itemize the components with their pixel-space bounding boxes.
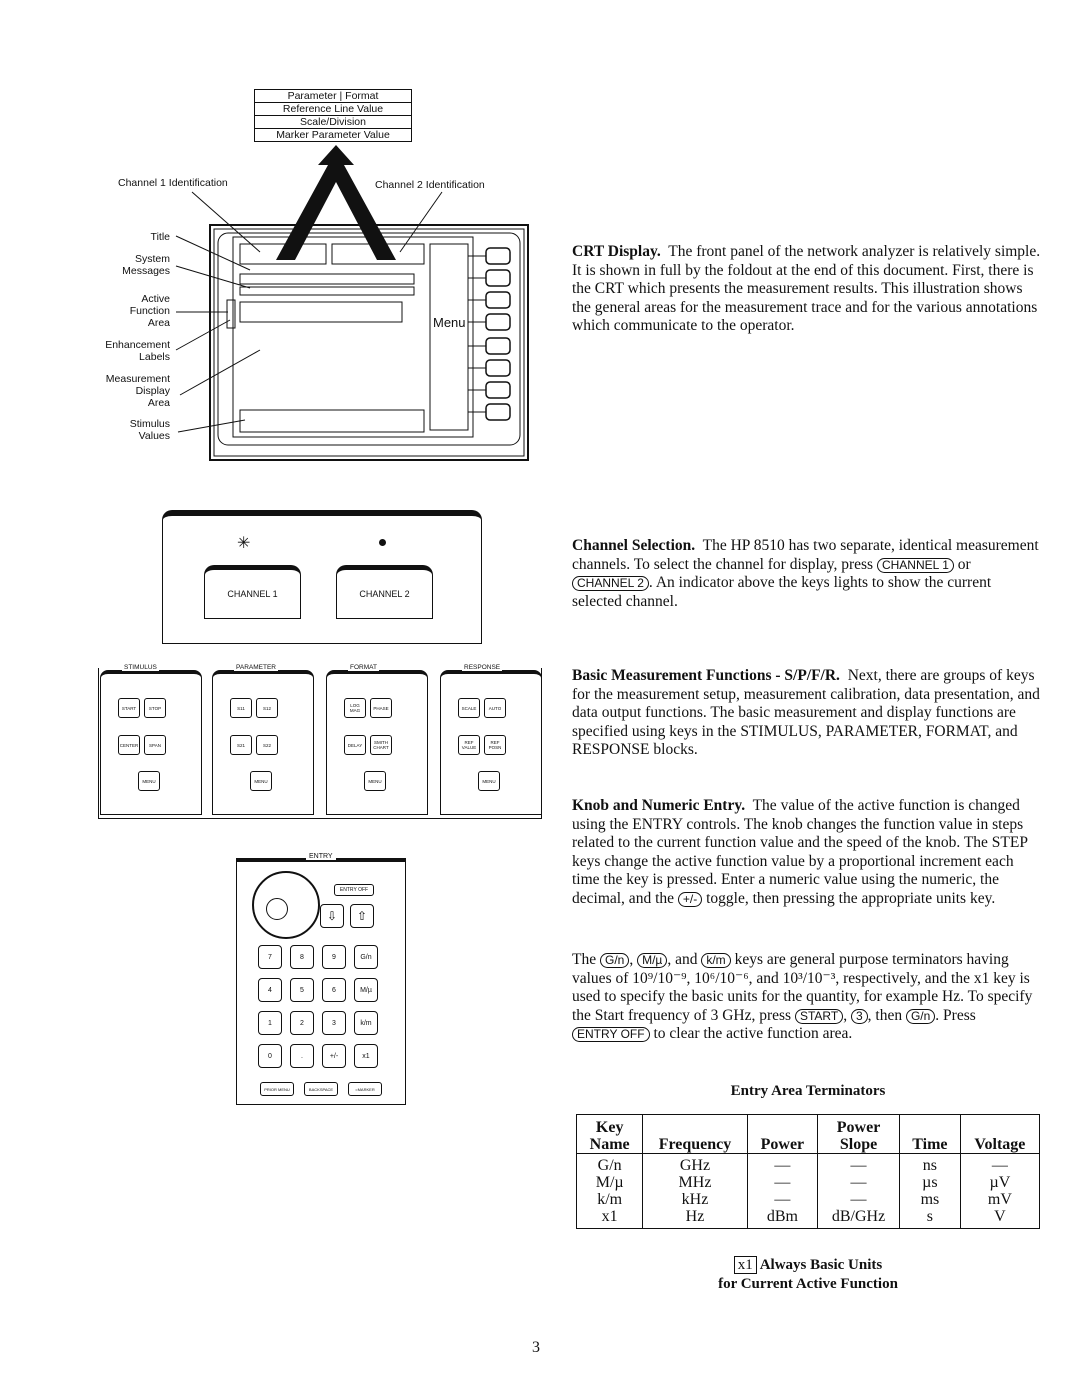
- terminators-paragraph: The G/n , M/µ , and k/m keys are general purpose terminators having values of 10⁹/10⁻⁹, 10⁶/10⁻⁶, and 10³/10⁻³, respectively, and the x1 key is used to specify the basic units for the quantity, for example Hz. To specify the Start frequency of 3 GHz, press START , 3 , then G/n . Press ENTRY OFF to clear the active function area.: [572, 951, 1033, 1042]
- table-cell: dB/GHz: [818, 1208, 900, 1229]
- table-row: [577, 1154, 1040, 1175]
- keypad-key-label: M/µ: [360, 986, 372, 994]
- stimulus-key-label: CENTER: [119, 742, 139, 748]
- header-line-2: Reference Line Value: [255, 103, 411, 116]
- stimulus-key-label: STOP: [148, 705, 162, 711]
- table-row: [577, 1191, 1040, 1208]
- term-press: . Press: [935, 1006, 976, 1024]
- term-the: The: [572, 951, 597, 968]
- step-up-icon: ⇧: [356, 909, 368, 923]
- label-enhancement: Enhancement Labels: [105, 339, 170, 363]
- keypad-key[interactable]: [354, 1011, 378, 1035]
- channel-2-label: CHANNEL 2: [359, 589, 410, 599]
- knob-heading: Knob and Numeric Entry.: [572, 797, 746, 814]
- table-cell: ms: [899, 1191, 960, 1208]
- header-voltage: Voltage: [960, 1115, 1039, 1154]
- gn-key-ref: G/n: [600, 953, 629, 968]
- table-footnote: [576, 1256, 1040, 1294]
- entry-bottom-key[interactable]: [260, 1082, 294, 1096]
- keypad-key[interactable]: [258, 978, 282, 1002]
- header-key-name: Key Name: [577, 1115, 643, 1154]
- keypad-key[interactable]: [322, 978, 346, 1002]
- channel-or: or: [957, 555, 971, 573]
- entry-bottom-key-label: =MARKER: [355, 1086, 375, 1092]
- knob-dimple-icon: [266, 898, 288, 920]
- keypad-key[interactable]: [354, 978, 378, 1002]
- table-cell: —: [818, 1154, 900, 1175]
- parameter-key-s11[interactable]: [230, 698, 252, 718]
- table-row: [577, 1174, 1040, 1191]
- crt-body: The front panel of the network analyzer is relatively simple. It is shown in full by the foldout at the end of this document. First, there is the CRT which presents the measurement results. This illustration shows the general areas for the measurement trace and for the various annotations which communicate to the operator.: [572, 243, 1041, 334]
- crt-heading: CRT Display.: [572, 243, 661, 260]
- header-power: Power: [747, 1115, 817, 1154]
- table-cell: M/µ: [577, 1174, 643, 1191]
- entry-bottom-key-label: PRIOR MENU: [264, 1086, 290, 1092]
- parameter-key-label: S21: [236, 742, 245, 748]
- keypad-key[interactable]: [290, 1044, 314, 1068]
- parameter-key-s12[interactable]: [256, 698, 278, 718]
- format-key-phase[interactable]: [370, 698, 392, 718]
- keypad-key-label: 5: [300, 986, 304, 994]
- format-key-log-mag[interactable]: [344, 698, 366, 718]
- crt-header-box: [254, 89, 412, 142]
- mu-key-ref: M/µ: [637, 953, 667, 968]
- channel-2-button[interactable]: [336, 565, 433, 619]
- stimulus-key-start[interactable]: [118, 698, 140, 718]
- response-key-label: AUTO: [488, 705, 502, 711]
- parameter-key-label: S22: [262, 742, 271, 748]
- table-cell: s: [899, 1208, 960, 1229]
- key-group-title-response: RESPONSE: [464, 664, 501, 671]
- table-cell: —: [960, 1154, 1039, 1175]
- header-time: Time: [899, 1115, 960, 1154]
- keypad-key-label: 9: [332, 953, 336, 961]
- channel-1-key-ref: CHANNEL 1: [877, 558, 954, 573]
- format-key-smith-chart[interactable]: [370, 735, 392, 755]
- format-key-menu[interactable]: [364, 771, 386, 791]
- table-cell: —: [747, 1174, 817, 1191]
- response-key-label: REF VALUE: [461, 740, 477, 750]
- plus-minus-key-ref: +/-: [678, 892, 702, 907]
- header-line-1: Parameter | Format: [255, 90, 411, 103]
- header-frequency: Frequency: [643, 1115, 747, 1154]
- table-cell: µs: [899, 1174, 960, 1191]
- step-up-button[interactable]: [350, 904, 374, 928]
- label-stimulus-values: Stimulus Values: [129, 418, 170, 442]
- basic-measurement-paragraph: [572, 667, 1042, 760]
- response-key-scale[interactable]: [458, 698, 480, 718]
- step-down-icon: ⇩: [326, 909, 338, 923]
- label-channel-1-id: Channel 1 Identification: [118, 177, 228, 189]
- table-row: [577, 1208, 1040, 1229]
- keypad-key-label: 2: [300, 1019, 304, 1027]
- format-key-label: LOG MAG: [349, 703, 361, 713]
- label-menu: Menu: [433, 315, 466, 330]
- keypad-key[interactable]: [258, 1011, 282, 1035]
- parameter-key-label: S12: [262, 705, 271, 711]
- channel-body-2: . An indicator above the keys lights to show the current selected channel.: [572, 574, 992, 610]
- table-cell: x1: [577, 1208, 643, 1229]
- footnote-line-1: Always Basic Units: [759, 1257, 883, 1273]
- table-cell: µV: [960, 1174, 1039, 1191]
- keypad-key[interactable]: [258, 945, 282, 969]
- gn-key-ref-2: G/n: [906, 1009, 935, 1024]
- label-title: Title: [150, 231, 170, 243]
- channel-selection-paragraph: [572, 537, 1042, 611]
- label-active-function: Active Function Area: [129, 293, 170, 329]
- keypad-key-label: k/m: [360, 1019, 372, 1027]
- table-cell: GHz: [643, 1154, 747, 1175]
- channel-1-indicator-icon: ✳: [237, 533, 251, 552]
- header-power-slope: Power Slope: [818, 1115, 900, 1154]
- table-caption: Entry Area Terminators: [730, 1083, 886, 1099]
- key-group-title-stimulus: STIMULUS: [124, 664, 157, 671]
- stimulus-key-label: START: [121, 705, 137, 711]
- term-body-2: to clear the active function area.: [653, 1025, 853, 1042]
- term-then: , then: [867, 1006, 903, 1024]
- km-key-ref: k/m: [701, 953, 730, 968]
- parameter-key-s22[interactable]: [256, 735, 278, 755]
- keypad-key-label: 3: [332, 1019, 336, 1027]
- channel-2-indicator-icon: [379, 539, 386, 546]
- stimulus-key-center[interactable]: [118, 735, 140, 755]
- keypad-key-label: 6: [332, 986, 336, 994]
- keypad-key[interactable]: [290, 978, 314, 1002]
- keypad-key-label: 4: [268, 986, 272, 994]
- entry-off-key-ref: ENTRY OFF: [572, 1027, 650, 1042]
- format-key-label: MENU: [368, 778, 382, 784]
- response-key-label: REF POSN: [488, 740, 502, 750]
- format-key-label: PHASE: [373, 705, 389, 711]
- parameter-key-menu[interactable]: [250, 771, 272, 791]
- parameter-key-label: MENU: [254, 778, 268, 784]
- entry-off-label: ENTRY OFF: [339, 887, 369, 893]
- keypad-key-label: G/n: [360, 953, 372, 961]
- header-line-3: Scale/Division: [255, 116, 411, 129]
- channel-2-key-ref: CHANNEL 2: [572, 576, 649, 591]
- stimulus-key-label: MENU: [142, 778, 156, 784]
- three-key-ref: 3: [851, 1009, 868, 1024]
- table-cell: dBm: [747, 1208, 817, 1229]
- entry-bottom-key-label: BACKSPACE: [308, 1086, 334, 1092]
- table-cell: V: [960, 1208, 1039, 1229]
- entry-bottom-key[interactable]: [348, 1082, 382, 1096]
- table-cell: k/m: [577, 1191, 643, 1208]
- table-cell: —: [747, 1154, 817, 1175]
- keypad-key-label: 8: [300, 953, 304, 961]
- keypad-key[interactable]: [290, 945, 314, 969]
- table-cell: kHz: [643, 1191, 747, 1208]
- knob-body-1: The value of the active function is changed using the ENTRY controls. The knob changes the function value in steps related to the current function value and the speed of the knob. The STEP keys change the active function value by a proportional increment each time the key is pressed. Enter a numeric value using the numeric, the decimal, and the: [572, 797, 1028, 907]
- keypad-key[interactable]: [322, 945, 346, 969]
- stimulus-key-menu[interactable]: [138, 771, 160, 791]
- response-key-ref-value[interactable]: [458, 735, 480, 755]
- keypad-key-label: 1: [268, 1019, 272, 1027]
- keypad-key[interactable]: [322, 1011, 346, 1035]
- stimulus-key-stop[interactable]: [144, 698, 166, 718]
- table-cell: —: [818, 1174, 900, 1191]
- bm-heading: Basic Measurement Functions - S/P/F/R.: [572, 667, 840, 684]
- footnote-key: x1: [734, 1256, 757, 1274]
- parameter-key-label: S11: [237, 705, 245, 711]
- keypad-key-label: x1: [362, 1052, 370, 1060]
- label-channel-2-id: Channel 2 Identification: [375, 179, 485, 191]
- term-and: , and: [667, 951, 698, 968]
- label-system-messages: System Messages: [122, 253, 170, 277]
- keypad-key[interactable]: [354, 1044, 378, 1068]
- knob-entry-paragraph: [572, 797, 1042, 908]
- keypad-key-label: 7: [268, 953, 272, 961]
- table-cell: mV: [960, 1191, 1039, 1208]
- table-header-row: [577, 1115, 1040, 1154]
- page-number: 3: [532, 1339, 540, 1356]
- header-line-4: Marker Parameter Value: [276, 129, 390, 141]
- table-cell: Hz: [643, 1208, 747, 1229]
- response-key-menu[interactable]: [478, 771, 500, 791]
- term-body-1: keys are general purpose terminators having values of 10⁹/10⁻⁹, 10⁶/10⁻⁶, and 10³/10⁻³, respectively, and the x1 key is used to specify the basic units for the quantity, for example Hz. To specify the Start frequency of 3 GHz, press: [572, 951, 1033, 1024]
- keypad-key[interactable]: [258, 1044, 282, 1068]
- entry-title: ENTRY: [306, 853, 336, 860]
- label-measurement-area: Measurement Display Area: [105, 373, 170, 409]
- crt-display-paragraph: [572, 243, 1042, 336]
- keypad-key[interactable]: [322, 1044, 346, 1068]
- response-key-auto[interactable]: [484, 698, 506, 718]
- stimulus-key-span[interactable]: [144, 735, 166, 755]
- stimulus-key-label: SPAN: [149, 742, 161, 748]
- response-key-ref-posn[interactable]: [484, 735, 506, 755]
- keypad-key-label: +/-: [329, 1052, 339, 1060]
- table-cell: —: [818, 1191, 900, 1208]
- table-cell: G/n: [577, 1154, 643, 1175]
- response-key-label: MENU: [482, 778, 496, 784]
- table-cell: ns: [899, 1154, 960, 1175]
- keypad-key[interactable]: [290, 1011, 314, 1035]
- channel-1-button[interactable]: [204, 565, 301, 619]
- start-key-ref: START: [795, 1009, 843, 1024]
- knob-body-2: toggle, then pressing the appropriate units key.: [706, 889, 996, 907]
- footnote-line-2: for Current Active Function: [718, 1276, 898, 1292]
- bm-body: Next, there are groups of keys for the measurement setup, measurement calibration, data presentation, and data output functions. The basic measurement and display functions are specified using keys in the STIMULUS, PARAMETER, FORMAT, and RESPONSE blocks.: [572, 667, 1040, 758]
- entry-bottom-key[interactable]: [304, 1082, 338, 1096]
- table-cell: —: [747, 1191, 817, 1208]
- keypad-key-label: 0: [268, 1052, 272, 1060]
- keypad-key[interactable]: [354, 945, 378, 969]
- response-key-label: SCALE: [461, 705, 477, 711]
- entry-off-button[interactable]: [334, 884, 374, 896]
- format-key-label: DELAY: [347, 742, 363, 748]
- channel-1-label: CHANNEL 1: [227, 589, 278, 599]
- format-key-label: SMITH CHART: [373, 740, 389, 750]
- format-key-delay[interactable]: [344, 735, 366, 755]
- key-group-title-format: FORMAT: [350, 664, 377, 671]
- key-group-title-parameter: PARAMETER: [236, 664, 276, 671]
- channel-heading: Channel Selection.: [572, 537, 696, 554]
- keypad-key-label: .: [301, 1052, 303, 1060]
- parameter-key-s21[interactable]: [230, 735, 252, 755]
- table-cell: MHz: [643, 1174, 747, 1191]
- channel-body-1: The HP 8510 has two separate, identical measurement channels. To select the channel for display, press: [572, 537, 1039, 573]
- terminators-table: [576, 1114, 1040, 1229]
- step-down-button[interactable]: [320, 904, 344, 928]
